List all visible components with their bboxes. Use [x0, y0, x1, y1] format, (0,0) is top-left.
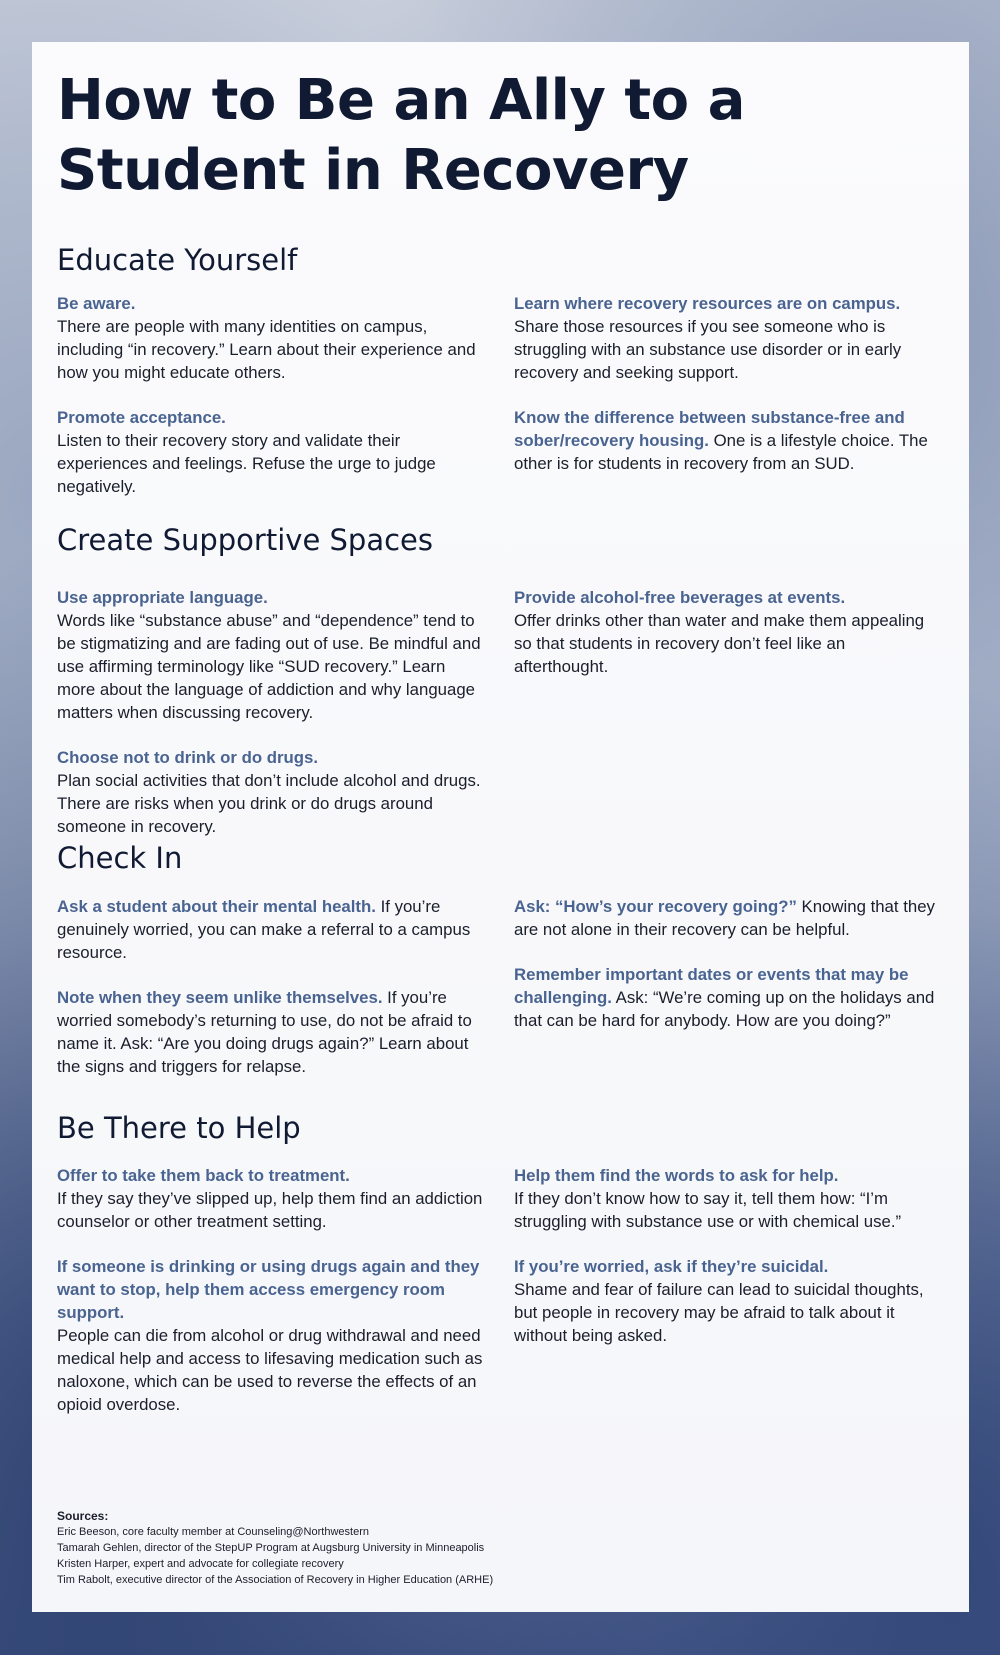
tip: [514, 1164, 939, 1233]
sources-label: Sources:: [57, 1509, 109, 1523]
tip-body: Words like “substance abuse” and “dependence” tend to be stigmatizing and are fading out of use. Be mindful and use affirming terminology like “SUD recovery.” Learn more about the language of addiction and why language matters when discussing recovery.: [57, 611, 481, 722]
tip: [514, 895, 939, 941]
tip-body: One is a lifestyle choice. The other is for students in recovery from an SUD.: [514, 431, 928, 473]
tip-head: If you’re worried, ask if they’re suicidal.: [514, 1257, 829, 1276]
tip-body: There are people with many identities on campus, including “in recovery.” Learn about their experience and how you might educate others.: [57, 317, 476, 382]
source-line: Tim Rabolt, executive director of the Association of Recovery in Higher Education (ARHE): [57, 1574, 494, 1586]
tip-head: Ask: “How’s your recovery going?”: [514, 897, 797, 916]
tip: [57, 895, 487, 964]
help-left-column: [57, 1164, 487, 1438]
section-heading-educate-yourself: Educate Yourself: [57, 243, 298, 277]
tip: [57, 1255, 487, 1416]
title-line-1: How to Be an Ally to a: [57, 68, 745, 133]
tip-head: Offer to take them back to treatment.: [57, 1166, 350, 1185]
tip-body: Ask: “We’re coming up on the holidays and that can be hard for anybody. How are you doing?”: [514, 988, 935, 1030]
educate-right-column: [514, 292, 939, 497]
poster-card: [32, 42, 969, 1612]
tip: [57, 746, 487, 838]
tip-head: Be aware.: [57, 294, 136, 313]
tip-body: Knowing that they are not alone in their recovery can be helpful.: [514, 897, 935, 939]
section-heading-create-supportive-spaces: Create Supportive Spaces: [57, 523, 433, 557]
tip-head: Note when they seem unlike themselves.: [57, 988, 383, 1007]
tip: [57, 1164, 487, 1233]
tip-head: Use appropriate language.: [57, 588, 268, 607]
tip-body: If you’re worried somebody’s returning to use, do not be afraid to name it. Ask: “Are you doing drugs again?” Learn about the signs and triggers for relapse.: [57, 988, 472, 1076]
tip: [57, 406, 487, 498]
tip-head: If someone is drinking or using drugs again and they want to stop, help them access emergency room support.: [57, 1257, 480, 1322]
section-heading-be-there-to-help: Be There to Help: [57, 1111, 301, 1145]
tip-body: Offer drinks other than water and make them appealing so that students in recovery don’t feel like an afterthought.: [514, 611, 925, 676]
source-line: Eric Beeson, core faculty member at Counseling@Northwestern: [57, 1526, 369, 1538]
tip: [514, 586, 939, 678]
tip-body: People can die from alcohol or drug withdrawal and need medical help and access to lifesaving medication such as naloxone, which can be used to reverse the effects of an opioid overdose.: [57, 1326, 483, 1414]
sources: [57, 1508, 493, 1588]
tip-body: Share those resources if you see someone who is struggling with an substance use disorder or in early recovery and seeking support.: [514, 317, 902, 382]
tip-body: Plan social activities that don’t include alcohol and drugs. There are risks when you drink or do drugs around someone in recovery.: [57, 771, 481, 836]
check-in-left-column: [57, 895, 487, 1100]
tip: [57, 986, 487, 1078]
tip: [514, 1255, 939, 1347]
help-right-column: [514, 1164, 939, 1369]
page-title: [57, 66, 939, 206]
tip: [57, 586, 487, 724]
tip-body: If they say they’ve slipped up, help them find an addiction counselor or other treatment setting.: [57, 1189, 483, 1231]
section-heading-check-in: Check In: [57, 841, 183, 875]
tip: [514, 406, 939, 475]
spaces-left-column: [57, 586, 487, 860]
check-in-right-column: [514, 895, 939, 1054]
source-line: Tamarah Gehlen, director of the StepUP Program at Augsburg University in Minneapolis: [57, 1542, 485, 1554]
tip-body: If they don’t know how to say it, tell them how: “I’m struggling with substance use or with chemical use.”: [514, 1189, 902, 1231]
tip: [57, 292, 487, 384]
tip-head: Learn where recovery resources are on campus.: [514, 294, 901, 313]
tip-head: Help them find the words to ask for help.: [514, 1166, 839, 1185]
tip-head: Ask a student about their mental health.: [57, 897, 376, 916]
tip-head: Choose not to drink or do drugs.: [57, 748, 319, 767]
tip-head: Know the difference between substance-free and sober/recovery housing.: [514, 408, 905, 450]
title-line-2: Student in Recovery: [57, 138, 689, 203]
tip: [514, 292, 939, 384]
source-line: Kristen Harper, expert and advocate for collegiate recovery: [57, 1558, 344, 1570]
tip-body: Listen to their recovery story and validate their experiences and feelings. Refuse the urge to judge negatively.: [57, 431, 436, 496]
spaces-right-column: [514, 586, 939, 700]
tip: [514, 963, 939, 1032]
tip-head: Provide alcohol-free beverages at events.: [514, 588, 846, 607]
tip-body: If you’re genuinely worried, you can make a referral to a campus resource.: [57, 897, 471, 962]
tip-body: Shame and fear of failure can lead to suicidal thoughts, but people in recovery may be afraid to talk about it without being asked.: [514, 1280, 924, 1345]
tip-head: Remember important dates or events that may be challenging.: [514, 965, 909, 1007]
educate-left-column: [57, 292, 487, 520]
tip-head: Promote acceptance.: [57, 408, 226, 427]
